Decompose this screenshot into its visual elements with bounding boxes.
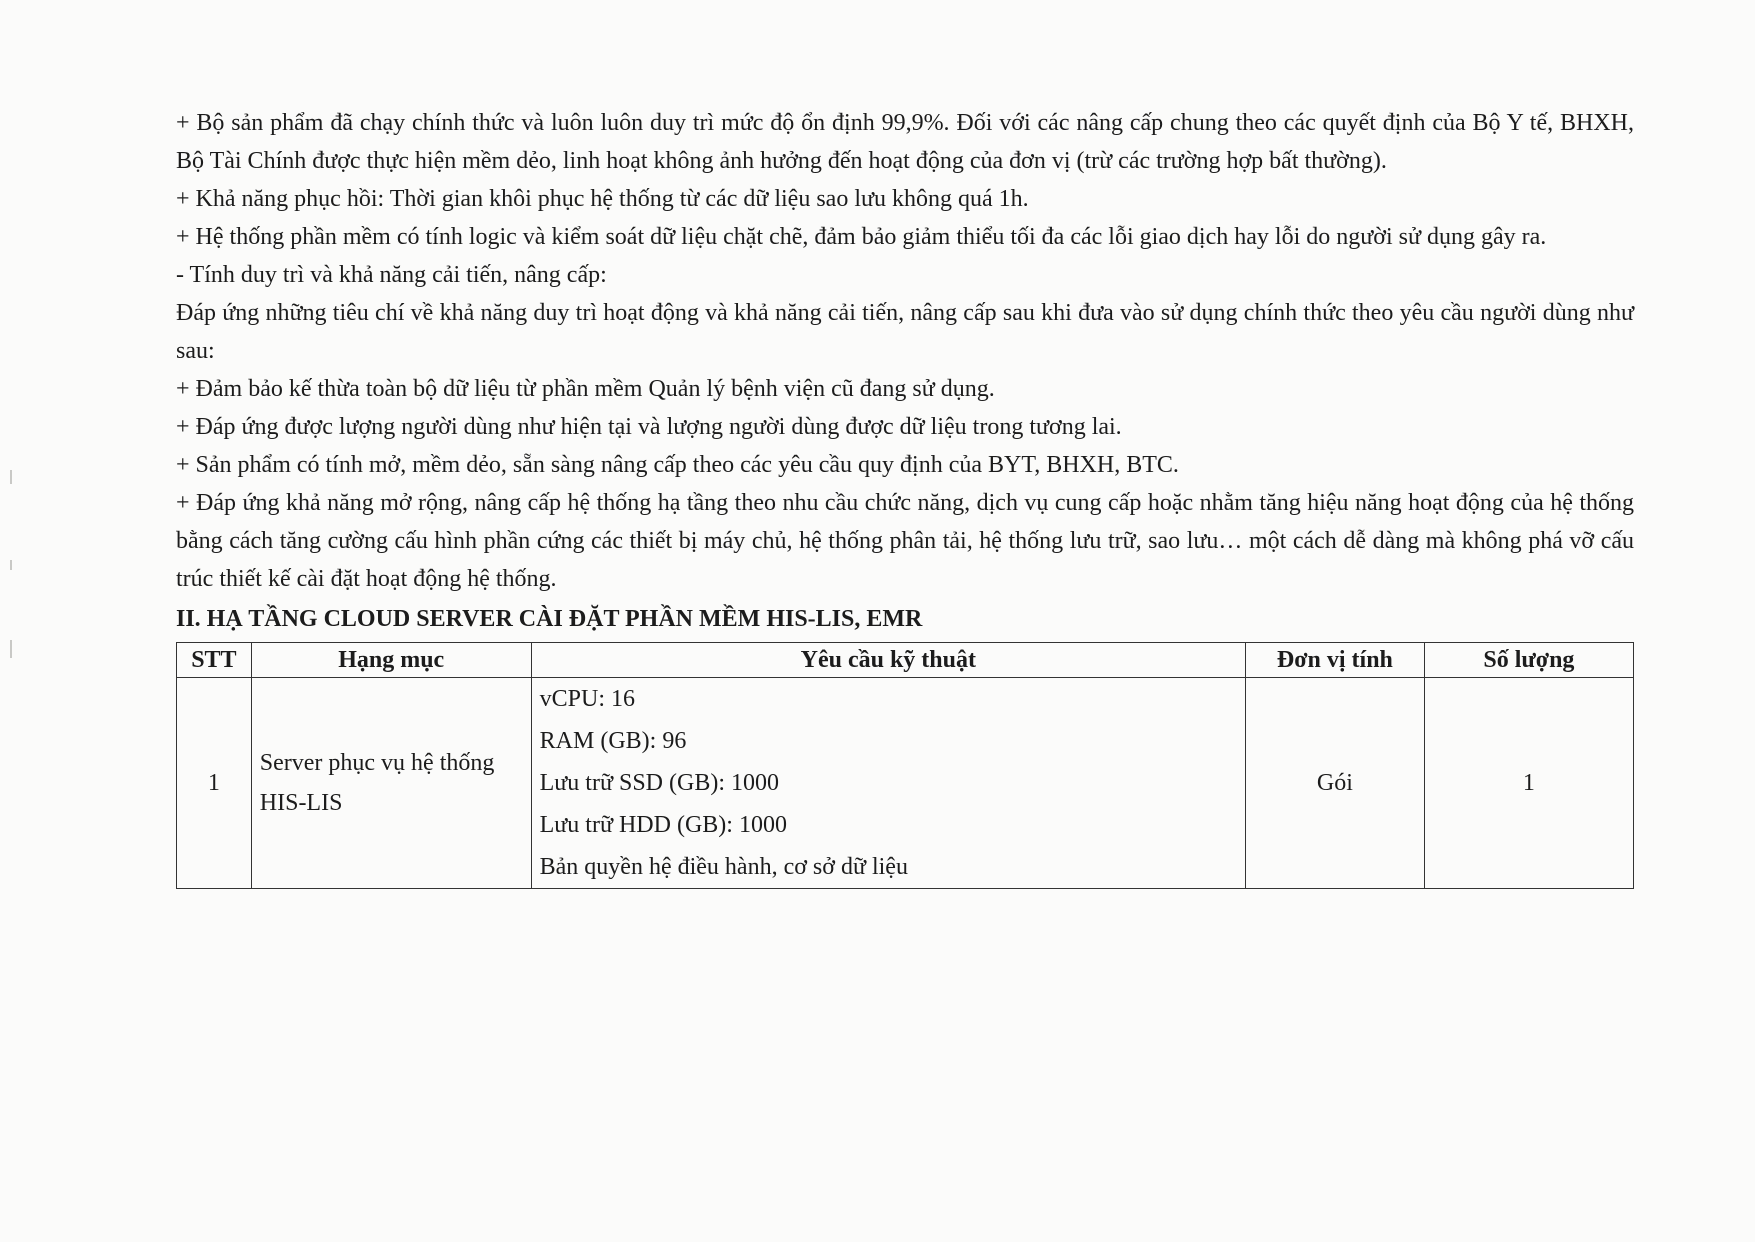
requirement-vcpu: vCPU: 16	[539, 686, 635, 712]
scan-mark	[10, 640, 12, 658]
cell-unit: Gói	[1245, 678, 1424, 889]
header-unit: Đơn vị tính	[1245, 643, 1424, 678]
header-item: Hạng mục	[251, 643, 531, 678]
header-stt: STT	[177, 643, 252, 678]
scan-mark	[10, 470, 12, 484]
paragraph-scalability: + Đáp ứng khả năng mở rộng, nâng cấp hệ thống hạ tầng theo nhu cầu chức năng, dịch vụ cung cấp hoặc nhằm tăng hiệu năng hoạt động của hệ thống bằng cách tăng cường cấu hình phần cứng các thiết bị máy chủ, hệ thống phân tải, hệ thống lưu trữ, sao lưu… một cách dễ dàng mà không phá vỡ cấu trúc thiết kế cài đặt hoạt động hệ thống.	[176, 490, 1634, 592]
cell-quantity: 1	[1424, 678, 1633, 889]
spec-table	[176, 642, 1634, 889]
header-quantity: Số lượng	[1424, 643, 1633, 678]
paragraph-logic: + Hệ thống phần mềm có tính logic và kiểm soát dữ liệu chặt chẽ, đảm bảo giảm thiểu tối đa các lỗi giao dịch hay lỗi do người sử dụng gây ra.	[176, 224, 1547, 250]
paragraph-maintainability-title: - Tính duy trì và khả năng cải tiến, nâng cấp:	[176, 262, 607, 288]
paragraph-openness: + Sản phẩm có tính mở, mềm dẻo, sẵn sàng nâng cấp theo các yêu cầu quy định của BYT, BHXH, BTC.	[176, 452, 1179, 478]
requirement-hdd: Lưu trữ HDD (GB): 1000	[539, 812, 787, 838]
section-heading: II. HẠ TẦNG CLOUD SERVER CÀI ĐẶT PHẦN MỀM HIS-LIS, EMR	[176, 606, 923, 632]
paragraph-data-inheritance: + Đảm bảo kế thừa toàn bộ dữ liệu từ phần mềm Quản lý bệnh viện cũ đang sử dụng.	[176, 376, 995, 402]
cell-stt: 1	[177, 678, 252, 889]
table-row	[177, 678, 1634, 889]
item-line: Server phục vụ hệ thống	[259, 750, 495, 776]
item-line: HIS-LIS	[259, 790, 343, 816]
cell-item	[251, 678, 531, 889]
table-header-row	[177, 643, 1634, 678]
cell-requirements	[531, 678, 1245, 889]
requirement-ssd: Lưu trữ SSD (GB): 1000	[539, 770, 779, 796]
paragraph-recovery: + Khả năng phục hồi: Thời gian khôi phục hệ thống từ các dữ liệu sao lưu không quá 1h.	[176, 186, 1029, 212]
paragraph-user-capacity: + Đáp ứng được lượng người dùng như hiện tại và lượng người dùng được dữ liệu trong tương lai.	[176, 414, 1122, 440]
header-requirements: Yêu cầu kỹ thuật	[531, 643, 1245, 678]
scan-mark	[10, 560, 12, 570]
paragraph-stability: + Bộ sản phẩm đã chạy chính thức và luôn luôn duy trì mức độ ổn định 99,9%. Đối với các nâng cấp chung theo các quyết định của Bộ Y tế, BHXH, Bộ Tài Chính được thực hiện mềm dẻo, linh hoạt không ảnh hưởng đến hoạt động của đơn vị (trừ các trường hợp bất thường).	[176, 110, 1634, 174]
document-body	[176, 104, 1634, 889]
requirement-ram: RAM (GB): 96	[539, 728, 687, 754]
paragraph-maintainability-intro: Đáp ứng những tiêu chí về khả năng duy trì hoạt động và khả năng cải tiến, nâng cấp sau khi đưa vào sử dụng chính thức theo yêu cầu người dùng như sau:	[176, 300, 1634, 364]
requirement-license: Bản quyền hệ điều hành, cơ sở dữ liệu	[539, 854, 908, 880]
